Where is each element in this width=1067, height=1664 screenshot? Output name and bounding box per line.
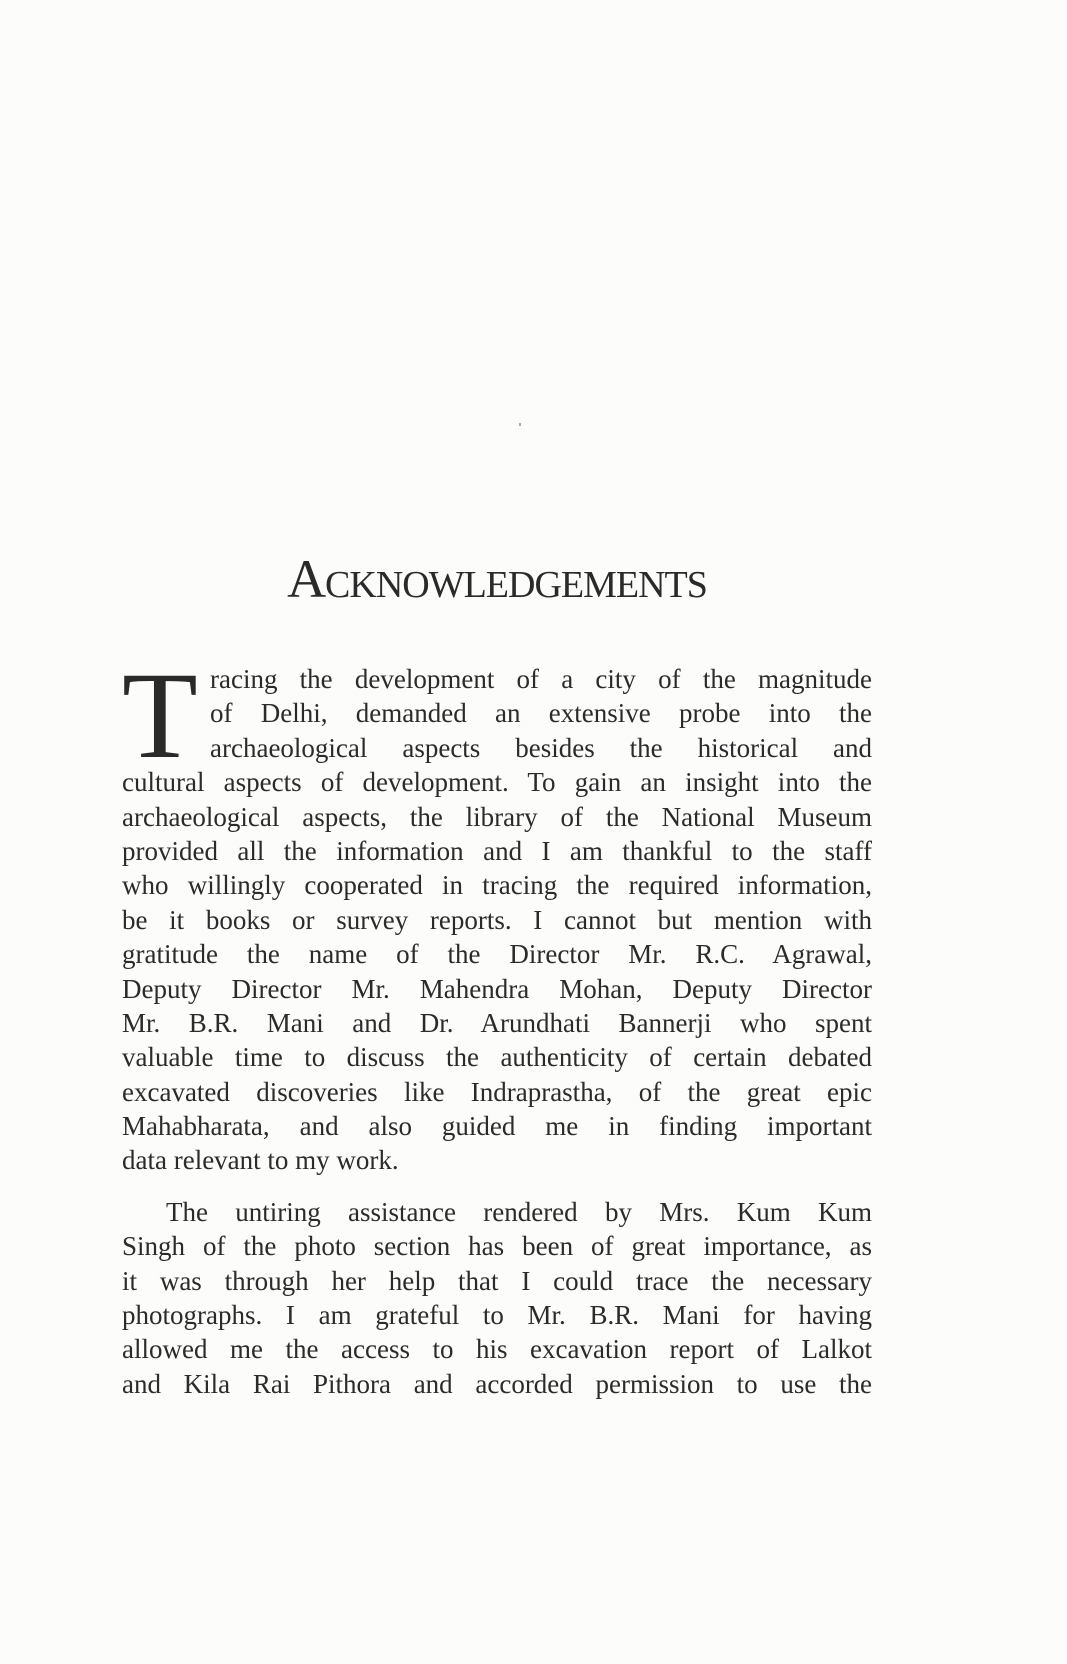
text-line: Mr. B.R. Mani and Dr. Arundhati Bannerji who spent xyxy=(122,1007,872,1038)
text-line: gratitude the name of the Director Mr. R.C. Agrawal, xyxy=(122,939,872,970)
text-line: and Kila Rai Pithora and accorded permission to use the xyxy=(122,1368,872,1399)
text-line: it was through her help that I could trace the necessary xyxy=(122,1265,872,1296)
page-title: Acknowledgements xyxy=(287,549,707,609)
text-line: Singh of the photo section has been of great importance, as xyxy=(122,1231,872,1262)
body-text xyxy=(122,647,872,1401)
text-line: cultural aspects of development. To gain an insight into the xyxy=(122,767,872,798)
text-line: who willingly cooperated in tracing the required information, xyxy=(122,870,872,901)
drop-cap: T xyxy=(122,647,198,784)
text-line: excavated discoveries like Indraprastha, of the great epic xyxy=(122,1076,872,1107)
text-line: Mahabharata, and also guided me in finding important xyxy=(122,1111,872,1142)
paragraph-gap xyxy=(122,1178,872,1195)
paragraph-2 xyxy=(122,1195,872,1401)
text-line: data relevant to my work. xyxy=(122,1145,399,1176)
text-line: racing the development of a city of the magnitude xyxy=(210,664,872,694)
text-line: be it books or survey reports. I cannot but mention with xyxy=(122,904,872,935)
text-line: Deputy Director Mr. Mahendra Mohan, Deputy Director xyxy=(122,973,872,1004)
paragraph-1 xyxy=(122,647,872,1178)
text-line: valuable time to discuss the authenticity of certain debated xyxy=(122,1042,872,1073)
text-line: allowed me the access to his excavation report of Lalkot xyxy=(122,1334,872,1365)
text-line: The untiring assistance rendered by Mrs. Kum Kum xyxy=(166,1196,872,1227)
text-line: archaeological aspects, the library of the National Museum xyxy=(122,801,872,832)
text-line: provided all the information and I am thankful to the staff xyxy=(122,835,872,866)
text-line: archaeological aspects besides the historical and xyxy=(210,732,872,763)
scan-speck xyxy=(519,423,521,426)
text-line: of Delhi, demanded an extensive probe into the xyxy=(210,698,872,729)
text-line: photographs. I am grateful to Mr. B.R. Mani for having xyxy=(122,1300,872,1331)
